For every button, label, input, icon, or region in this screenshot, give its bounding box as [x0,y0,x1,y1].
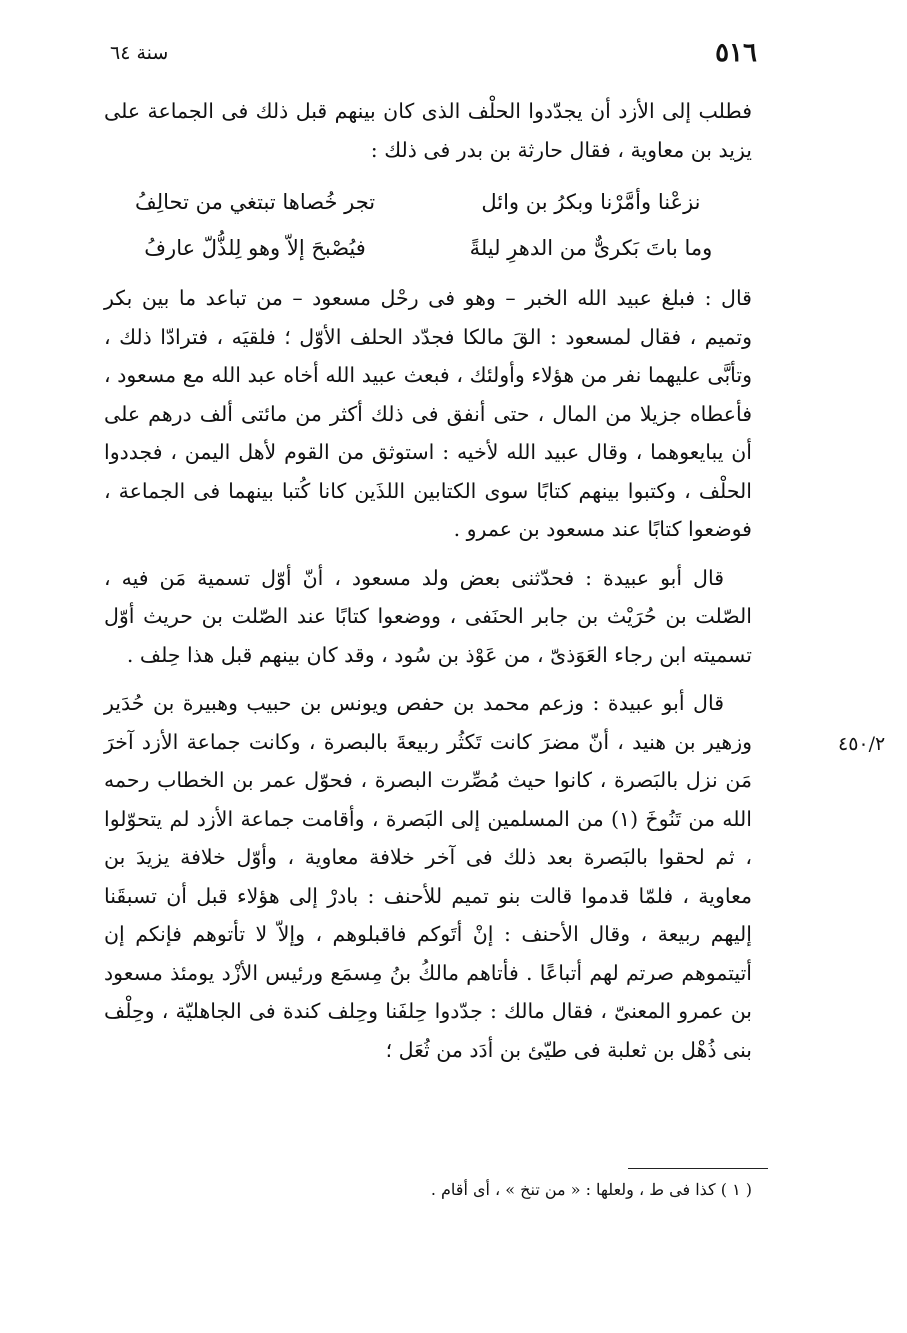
poem-verse [104,225,752,271]
page-body [104,92,752,1069]
poem-verse [104,179,752,225]
footnote-divider [628,1168,768,1169]
footnote: ( ١ ) كذا فى ط ، ولعلها : « من تنخ » ، أى أقام . [430,1180,752,1199]
page-header [110,38,757,74]
year-label: سنة ٦٤ [110,42,169,64]
page-number: ٥١٦ [715,38,757,68]
verse-second-hemistich: فيُصْبحَ إلاّ وهو لِلذُّلّ عارفُ [144,236,366,260]
margin-reference: ٤٥٠/٢ [838,733,886,755]
poem [104,179,752,271]
verse-second-hemistich: تجر خُصاها تبتغي من تحالِفُ [135,190,376,214]
body-paragraph: قال أبو عبيدة : وزعم محمد بن حفص ويونس بن حبيب وهبيرة بن حُدَير وزهير بن هنيد ، أنّ مضرَ كانت تَكثُر ربيعةَ بالبصرة ، وكانت جماعة الأزد آخرَ مَن نزل بالبَصرة ، كانوا حيث مُصِّرت البصرة ، فحوّل عمر بن الخطاب رحمه الله من تَنُوخَ (١) من المسلمين إلى البَصرة ، وأقامت جماعة الأزد لم يتحوّلوا ، ثم لحقوا بالبَصرة بعد ذلك فى آخر خلافة معاوية ، وأوّل خلافة يزيدَ بن معاوية ، فلمّا قدموا قالت بنو تميم للأحنف : بادرْ إلى هؤلاء قبل أن تسبقَنا إليهم ربيعة ، وقال الأحنف : إنْ أتَوكم فاقبلوهم ، وإلاّ لا تأتوهم فإنكم إن أتيتموهم صرتم لهم أتباعًا . فأتاهم مالكُ بنُ مِسمَع ورئيس الأزْد يومئذ مسعود بن عمرو المعنىّ ، فقال مالك : جدّدوا حِلفَنا وحِلف كندة فى الجاهليّة ، وحِلْف بنى ذُهْل بن ثعلبة فى طيّئ بن أدَد من ثُعَل ؛ [104,691,752,1062]
verse-first-hemistich: نزعْنا وأمَّرْنا وبكرُ بن وائل [481,190,701,214]
verse-first-hemistich: وما باتَ بَكرىٌّ من الدهرِ ليلةً [469,236,713,260]
body-paragraph: قال أبو عبيدة : فحدّثنى بعض ولد مسعود ، أنّ أوّل تسمية مَن فيه ، الصّلت بن حُرَيْث بن جابر الحنَفى ، ووضعوا كتابًا عند الصّلت بن حريث أوّل تسميته ابن رجاء العَوَذىّ ، من عَوْذ بن سُود ، وقد كان بينهم قبل هذا حِلف . [104,565,752,667]
body-paragraph: قال : فبلغ عبيد الله الخبر – وهو فى رحْل مسعود – من تباعد ما بين بكر وتميم ، فقال لمسعود : القَ مالكا فجدّد الحلف الأوّل ؛ فلقيَه ، فترادّا ذلك ، وتأبَّى عليهما نفر من هؤلاء وأولئك ، فبعث عبيد الله أخاه عبد الله مع مسعود ، فأعطاه جزيلا من المال ، حتى أنفق فى ذلك أكثر من مائتى ألف درهم على أن يبايعوهما ، وقال عبيد الله لأخيه : استوثق من القوم لأهل اليمن ، فجددوا الحلْف ، وكتبوا بينهم كتابًا سوى الكتابين اللذَين كانا كُتبا بينهما فى الجماعة ، فوضعوا كتابًا عند مسعود بن عمرو . [104,286,753,541]
intro-paragraph: فطلب إلى الأزد أن يجدّدوا الحلْف الذى كان بينهم قبل ذلك فى الجماعة على يزيد بن معاوية ، فقال حارثة بن بدر فى ذلك : [104,99,752,162]
